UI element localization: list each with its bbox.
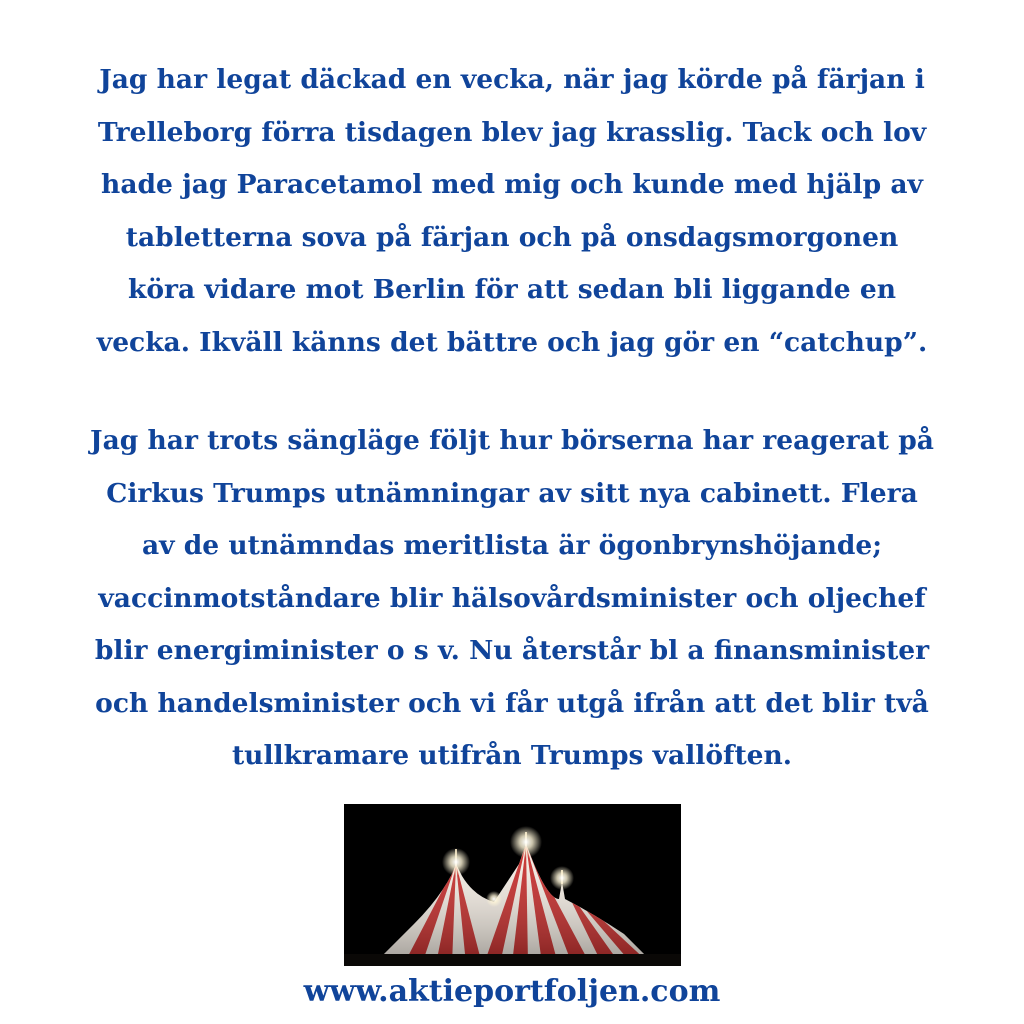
text-line: och handelsminister och vi får utgå ifrån att det blir två	[95, 687, 929, 719]
website-url[interactable]: www.aktieportfoljen.com	[303, 974, 721, 1009]
text-line: blir energiminister o s v. Nu återstår bl a finansminister	[94, 635, 930, 666]
text-line: av de utnämndas meritlista är ögonbrynshöjande;	[141, 530, 883, 561]
circus-tent-photo	[344, 804, 681, 966]
text-line: Trelleborg förra tisdagen blev jag krasslig. Tack och lov	[97, 116, 927, 148]
text-line: Cirkus Trumps utnämningar av sitt nya cabinett. Flera	[106, 477, 918, 509]
text-line: köra vidare mot Berlin för att sedan bli liggande en	[127, 274, 896, 305]
text-line: tabletterna sova på färjan och på onsdagsmorgonen	[125, 221, 899, 253]
text-line: hade jag Paracetamol med mig och kunde med hjälp av	[101, 169, 923, 200]
text-line: Jag har legat däckad en vecka, när jag körde på färjan i	[99, 64, 925, 95]
paragraph-1	[30, 54, 994, 369]
text-line: Jag har trots sängläge följt hur börserna har reagerat på	[90, 425, 934, 456]
paragraph-2	[30, 415, 994, 783]
circus-tent-icon	[344, 804, 681, 966]
text-line: vecka. Ikväll känns det bättre och jag gör en “catchup”.	[96, 326, 928, 358]
text-line: tullkramare utifrån Trumps vallöften.	[231, 740, 793, 771]
text-line: vaccinmotståndare blir hälsovårdsminister och oljechef	[98, 582, 926, 614]
